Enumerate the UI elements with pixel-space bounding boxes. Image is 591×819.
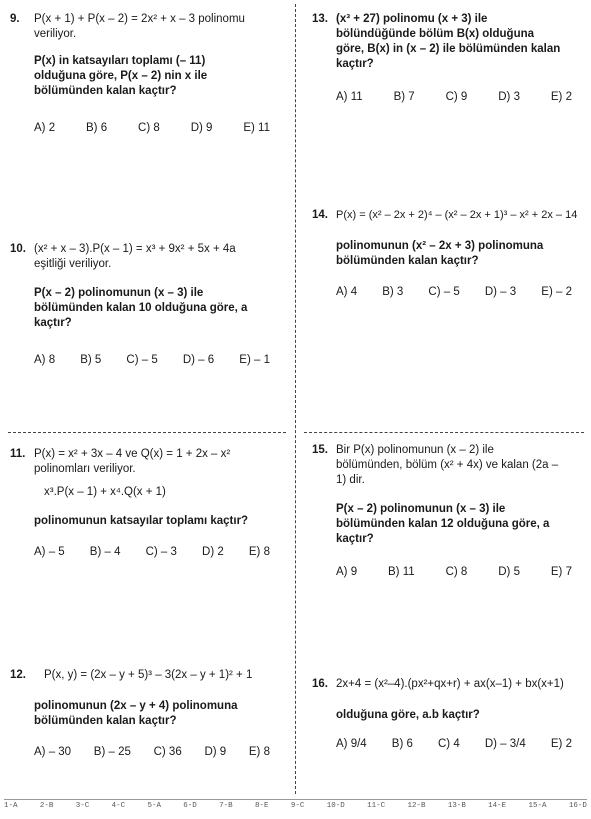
choice-b[interactable]: B) 7 [393,91,415,103]
choice-b[interactable]: B) 6 [86,122,108,134]
answer-key-item: 5-A [147,802,161,810]
choices [336,565,572,580]
choice-c[interactable]: C) 36 [153,746,182,758]
choice-c[interactable]: C) 8 [138,122,160,134]
choices [336,90,572,105]
question-10 [10,242,270,368]
choice-e[interactable]: E) 7 [550,566,572,578]
answer-key-item: 11-C [367,802,386,810]
choice-a[interactable]: A) 8 [34,354,56,366]
choice-e[interactable]: E) 8 [248,746,270,758]
choice-d[interactable]: D) 2 [202,546,224,558]
choice-b[interactable]: B) 3 [382,286,404,298]
answer-key-item: 7-B [219,802,233,810]
choice-e[interactable]: E) – 1 [239,354,270,366]
question-ask: polinomunun katsayılar toplamı kaçtır? [34,515,249,527]
choices [34,121,270,136]
choice-b[interactable]: B) – 4 [89,546,121,558]
choice-d[interactable]: D) 5 [498,566,520,578]
question-ask: (x³ + 27) polinomu (x + 3) ile bölündüğünde bölüm B(x) olduğuna göre, B(x) in (x – 2) ile bölümünden kalan kaçtır? [336,13,561,70]
choice-d[interactable]: D) 9 [204,746,227,758]
choices [336,737,572,752]
choice-b[interactable]: B) 6 [391,738,413,750]
question-12 [10,668,270,760]
answer-key-item: 13-B [447,802,466,810]
question-number: 10. [10,243,26,255]
row-divider-right [304,432,584,433]
choice-d[interactable]: D) – 3/4 [484,738,526,750]
answer-key-item: 14-E [488,802,507,810]
answer-key-item: 16-D [568,802,587,810]
choice-c[interactable]: C) – 5 [126,354,158,366]
question-statement: P(x) = x² + 3x – 4 ve Q(x) = 1 + 2x – x² polinomları veriliyor. [34,448,231,475]
question-16 [312,677,582,752]
choice-e[interactable]: E) 2 [550,738,572,750]
question-number: 14. [312,209,328,221]
choice-a[interactable]: A) 4 [336,286,358,298]
choice-a[interactable]: A) – 30 [34,746,72,758]
question-statement: P(x) = (x² – 2x + 2)⁴ – (x² – 2x + 1)³ – x² + 2x – 14 [336,209,578,221]
answer-key-item: 1-A [4,802,18,810]
choice-c[interactable]: C) – 3 [145,546,177,558]
answer-key-item: 9-C [290,802,305,810]
choice-c[interactable]: C) 8 [445,566,468,578]
choice-a[interactable]: A) 2 [34,122,56,134]
row-divider-left [8,432,286,433]
question-statement: P(x + 1) + P(x – 2) = 2x² + x – 3 polinomu veriliyor. [34,13,245,40]
choice-d[interactable]: D) 9 [190,122,213,134]
choices [34,545,270,560]
choice-c[interactable]: C) – 5 [428,286,460,298]
question-ask: P(x – 2) polinomunun (x – 3) ile bölümünden kalan 12 olduğuna göre, a kaçtır? [336,503,550,545]
question-statement: Bir P(x) polinomunun (x – 2) ile bölümünden, bölüm (x² + 4x) ve kalan (2a – 1) dir. [336,444,559,486]
question-ask: P(x – 2) polinomunun (x – 3) ile bölümünden kalan 10 olduğuna göre, a kaçtır? [34,287,248,329]
choice-d[interactable]: D) – 6 [182,354,215,366]
expression: x³.P(x – 1) + x⁴.Q(x + 1) [44,486,166,498]
choice-e[interactable]: E) 8 [248,546,270,558]
choice-e[interactable]: E) 11 [243,122,270,134]
question-15 [312,443,572,580]
question-statement: P(x, y) = (2x – y + 5)³ – 3(2x – y + 1)² + 1 [44,669,253,681]
answer-key-item: 2-B [39,802,54,810]
question-number: 12. [10,669,26,681]
choice-a[interactable]: A) – 5 [34,546,65,558]
choice-b[interactable]: B) 5 [80,354,102,366]
question-number: 11. [10,448,26,460]
choice-c[interactable]: C) 4 [438,738,460,750]
question-ask: P(x) in katsayıları toplamı (– 11) olduğuna göre, P(x – 2) nin x ile bölümünden kalan kaçtır? [34,55,208,97]
question-statement: (x² + x – 3).P(x – 1) = x³ + 9x² + 5x + 4a eşitliği veriliyor. [34,243,236,270]
choice-d[interactable]: D) 3 [498,91,520,103]
choices [336,285,572,300]
answer-key-item: 10-D [326,802,345,810]
question-11 [10,447,270,560]
choice-b[interactable]: B) – 25 [93,746,131,758]
choices [34,353,270,368]
question-number: 15. [312,444,328,456]
question-ask: polinomunun (x² – 2x + 3) polinomuna bölümünden kalan kaçtır? [336,240,544,267]
choice-d[interactable]: D) – 3 [484,286,517,298]
choice-e[interactable]: E) 2 [550,91,572,103]
choice-c[interactable]: C) 9 [445,91,468,103]
answer-key-item: 15-A [528,802,547,810]
question-number: 16. [312,678,328,690]
column-divider [295,4,296,794]
question-number: 13. [312,13,328,25]
question-ask: olduğuna göre, a.b kaçtır? [336,709,480,721]
question-statement: 2x+4 = (x²–4).(px²+qx+r) + ax(x–1) + bx(x+1) [336,678,564,690]
choice-a[interactable]: A) 9 [336,566,358,578]
question-number: 9. [10,13,20,25]
choice-a[interactable]: A) 11 [336,91,363,103]
answer-key-item: 6-D [183,802,197,810]
question-14 [312,208,582,300]
choices [34,745,270,760]
answer-key-item: 3-C [75,802,90,810]
choice-a[interactable]: A) 9/4 [336,738,367,750]
answer-key [4,799,587,814]
question-ask: polinomunun (2x – y + 4) polinomuna bölümünden kalan kaçtır? [34,700,238,727]
choice-e[interactable]: E) – 2 [541,286,572,298]
answer-key-item: 4-C [111,802,126,810]
choice-b[interactable]: B) 11 [388,566,415,578]
answer-key-item: 12-B [407,802,426,810]
question-9 [10,12,270,136]
question-13 [312,12,572,105]
answer-key-item: 8-E [255,802,269,810]
